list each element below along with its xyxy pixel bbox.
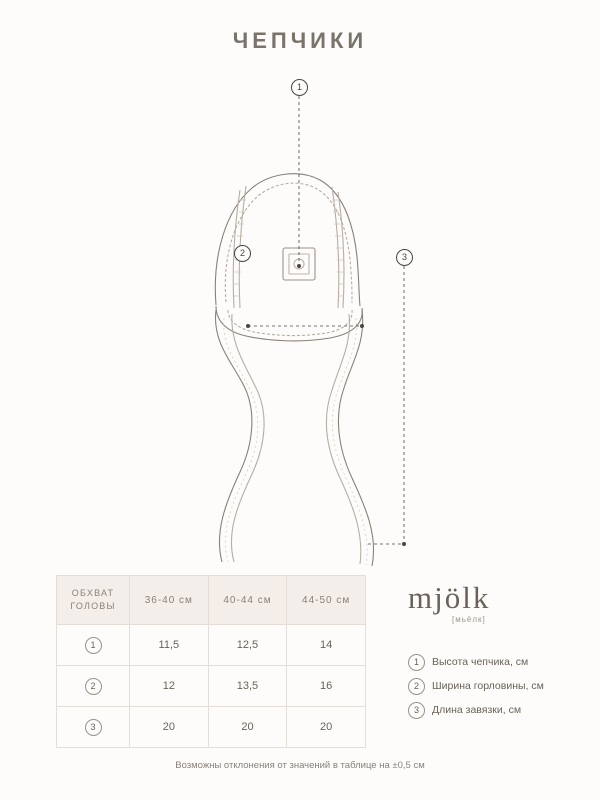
header-line-1: ОБХВАТ — [71, 588, 115, 598]
table-header-size-2: 40-44 см — [208, 576, 287, 625]
cell-r2c3: 16 — [287, 666, 366, 707]
table-header-head-circumference — [57, 576, 130, 625]
table-row — [57, 625, 366, 666]
table-row-marker-3 — [57, 707, 130, 748]
tie-right-inner — [326, 314, 360, 564]
brand-subtitle: [мьёлк] — [452, 615, 486, 624]
cell-r3c1: 20 — [130, 707, 209, 748]
table-header-size-1: 36-40 см — [130, 576, 209, 625]
bonnet-diagram — [0, 70, 600, 570]
legend-item-3 — [408, 698, 588, 722]
cell-r1c1: 11,5 — [130, 625, 209, 666]
size-table — [56, 575, 366, 748]
bonnet-drawing — [0, 70, 600, 570]
diagram-marker-2: 2 — [234, 245, 251, 262]
legend-marker-badge-3: 3 — [408, 702, 425, 719]
legend — [408, 650, 588, 722]
row-marker-badge-1: 1 — [85, 637, 102, 654]
tie-right-outer — [338, 310, 373, 566]
table-row — [57, 666, 366, 707]
cell-r2c1: 12 — [130, 666, 209, 707]
tie-left-inner — [231, 314, 264, 562]
diagram-marker-1: 1 — [291, 79, 308, 96]
page-title: ЧЕПЧИКИ — [232, 28, 368, 53]
header-line-2: ГОЛОВЫ — [70, 601, 116, 611]
legend-marker-badge-2: 2 — [408, 678, 425, 695]
cell-r1c2: 12,5 — [208, 625, 287, 666]
cell-r3c2: 20 — [208, 707, 287, 748]
table-row — [57, 707, 366, 748]
legend-item-1 — [408, 650, 588, 674]
cell-r1c3: 14 — [287, 625, 366, 666]
brand-logo — [408, 582, 568, 624]
cell-r3c3: 20 — [287, 707, 366, 748]
legend-marker-badge-1: 1 — [408, 654, 425, 671]
row-marker-badge-2: 2 — [85, 678, 102, 695]
size-table-wrapper — [56, 575, 366, 748]
brand-name: mjölk — [408, 580, 491, 615]
legend-text-2: Ширина горловины, см — [432, 680, 544, 692]
table-row-marker-1 — [57, 625, 130, 666]
table-header-size-3: 44-50 см — [287, 576, 366, 625]
legend-item-2 — [408, 674, 588, 698]
cell-r2c2: 13,5 — [208, 666, 287, 707]
legend-text-1: Высота чепчика, см — [432, 656, 529, 668]
diagram-marker-3: 3 — [396, 249, 413, 266]
bonnet-neckband-inner — [228, 310, 352, 336]
table-header-row — [57, 576, 366, 625]
legend-text-3: Длина завязки, см — [432, 704, 522, 716]
row-marker-badge-3: 3 — [85, 719, 102, 736]
table-row-marker-2 — [57, 666, 130, 707]
tolerance-note: Возможны отклонения от значений в таблице на ±0,5 см — [175, 760, 425, 771]
